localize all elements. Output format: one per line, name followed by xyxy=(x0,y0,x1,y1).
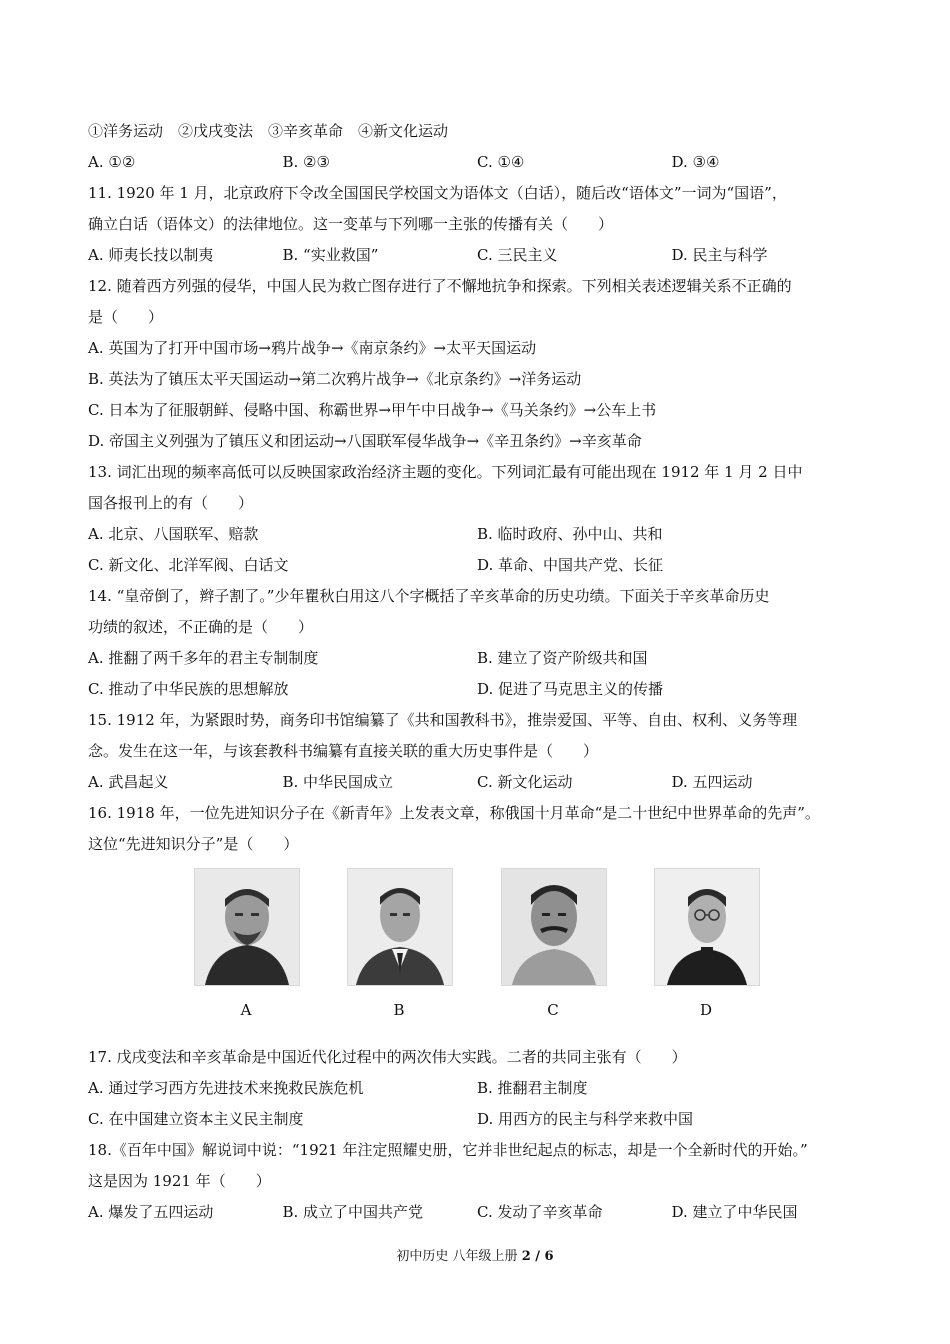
option-d: D. 建立了中华民国 xyxy=(671,1203,798,1221)
q18-stem-line-2: 这是因为 1921 年（ ） xyxy=(88,1172,271,1190)
option-d: D. 革命、中国共产党、长征 xyxy=(477,556,664,574)
q13-stem-line-2: 国各报刊上的有（ ） xyxy=(88,494,254,512)
exam-page xyxy=(88,116,866,1228)
portrait-a-image xyxy=(194,868,300,986)
q12-option-a: A. 英国为了打开中国市场→鸦片战争→《南京条约》→太平天国运动 xyxy=(88,339,537,357)
option-d: D. ③④ xyxy=(671,153,720,171)
portrait-c-label: C xyxy=(547,1001,559,1019)
option-a: A. 爆发了五四运动 xyxy=(88,1203,214,1221)
q12-option-d: D. 帝国主义列强为了镇压义和团运动→八国联军侵华战争→《辛丑条约》→辛亥革命 xyxy=(88,432,642,450)
portrait-a-label: A xyxy=(240,1001,252,1019)
q12-stem-line-1: 12. 随着西方列强的侵华，中国人民为救亡图存进行了不懈地抗争和探索。下列相关表述逻辑关系不正确的 xyxy=(88,277,792,295)
page-footer xyxy=(0,1248,950,1266)
option-b: B. 中华民国成立 xyxy=(282,773,394,791)
page-number: 2 / 6 xyxy=(521,1249,554,1264)
portrait-d-label: D xyxy=(699,1001,713,1019)
portrait-c-image xyxy=(501,868,607,986)
option-d: D. 用西方的民主与科学来救中国 xyxy=(477,1110,694,1128)
option-a: A. 推翻了两千多年的君主专制制度 xyxy=(88,649,319,667)
option-a: A. 北京、八国联军、赔款 xyxy=(88,525,259,543)
option-b: B. “实业救国” xyxy=(282,246,379,264)
q15-options xyxy=(88,767,866,798)
option-d: D. 五四运动 xyxy=(671,773,753,791)
q17-options-row-2 xyxy=(88,1104,866,1135)
option-c: C. 新文化、北洋军阀、白话文 xyxy=(88,556,289,574)
q15-stem-line-2: 念。发生在这一年，与该套教科书编纂有直接关联的重大历史事件是（ ） xyxy=(88,742,599,760)
option-a: A. 武昌起义 xyxy=(88,773,169,791)
q13-options-row-2 xyxy=(88,550,866,581)
portrait-b-image xyxy=(347,868,453,986)
q12-stem-line-2: 是（ ） xyxy=(88,308,164,326)
option-b: B. 临时政府、孙中山、共和 xyxy=(477,525,663,543)
option-b: B. 建立了资产阶级共和国 xyxy=(477,649,648,667)
option-c: C. 在中国建立资本主义民主制度 xyxy=(88,1110,304,1128)
option-b: B. 推翻君主制度 xyxy=(477,1079,588,1097)
option-c: C. 新文化运动 xyxy=(477,773,573,791)
q16-portraits xyxy=(88,860,866,1042)
option-c: C. ①④ xyxy=(477,153,525,171)
q18-options xyxy=(88,1197,866,1228)
q14-stem-line-2: 功绩的叙述，不正确的是（ ） xyxy=(88,618,314,636)
q17-stem-line-1: 17. 戊戌变法和辛亥革命是中国近代化过程中的两次伟大实践。二者的共同主张有（ ） xyxy=(88,1048,687,1066)
q11-options xyxy=(88,240,866,271)
q17-options-row-1 xyxy=(88,1073,866,1104)
option-d: D. 民主与科学 xyxy=(671,246,768,264)
q10-items: ①洋务运动 ②戊戌变法 ③辛亥革命 ④新文化运动 xyxy=(88,122,449,140)
q14-options-row-2 xyxy=(88,674,866,705)
option-c: C. 三民主义 xyxy=(477,246,558,264)
q11-stem-line-2: 确立白话（语体文）的法律地位。这一变革与下列哪一主张的传播有关（ ） xyxy=(88,215,614,233)
q12-option-c: C. 日本为了征服朝鲜、侵略中国、称霸世界→甲午中日战争→《马关条约》→公车上书 xyxy=(88,401,657,419)
option-d: D. 促进了马克思主义的传播 xyxy=(477,680,664,698)
q14-stem-line-1: 14. “皇帝倒了，辫子割了。”少年瞿秋白用这八个字概括了辛亥革命的历史功绩。下面关于辛亥革命历史 xyxy=(88,587,770,605)
q18-stem-line-1: 18.《百年中国》解说词中说：“1921 年注定照耀史册，它并非世纪起点的标志，却是一个全新时代的开始。” xyxy=(88,1141,808,1159)
option-a: A. ①② xyxy=(88,153,136,171)
q14-options-row-1 xyxy=(88,643,866,674)
q12-option-b: B. 英法为了镇压太平天国运动→第二次鸦片战争→《北京条约》→洋务运动 xyxy=(88,370,582,388)
q13-options-row-1 xyxy=(88,519,866,550)
option-c: C. 推动了中华民族的思想解放 xyxy=(88,680,289,698)
q13-stem-line-1: 13. 词汇出现的频率高低可以反映国家政治经济主题的变化。下列词汇最有可能出现在 1912 年 1 月 2 日中 xyxy=(88,463,803,481)
q15-stem-line-1: 15. 1912 年，为紧跟时势，商务印书馆编纂了《共和国教科书》，推崇爱国、平等、自由、权利、义务等理 xyxy=(88,711,798,729)
option-b: B. 成立了中国共产党 xyxy=(282,1203,424,1221)
option-a: A. 师夷长技以制夷 xyxy=(88,246,214,264)
q16-stem-line-1: 16. 1918 年，一位先进知识分子在《新青年》上发表文章，称俄国十月革命“是二十世纪中世界革命的先声”。 xyxy=(88,804,820,822)
option-c: C. 发动了辛亥革命 xyxy=(477,1203,603,1221)
portrait-d-image xyxy=(654,868,760,986)
portrait-b-label: B xyxy=(393,1001,405,1019)
footer-course-text: 初中历史 八年级上册 xyxy=(396,1249,522,1264)
q10-options xyxy=(88,147,866,178)
option-a: A. 通过学习西方先进技术来挽救民族危机 xyxy=(88,1079,364,1097)
option-b: B. ②③ xyxy=(282,153,330,171)
q16-stem-line-2: 这位“先进知识分子”是（ ） xyxy=(88,835,299,853)
q11-stem-line-1: 11. 1920 年 1 月，北京政府下令改全国国民学校国文为语体文（白话），随后改“语体文”一词为“国语”， xyxy=(88,184,787,202)
